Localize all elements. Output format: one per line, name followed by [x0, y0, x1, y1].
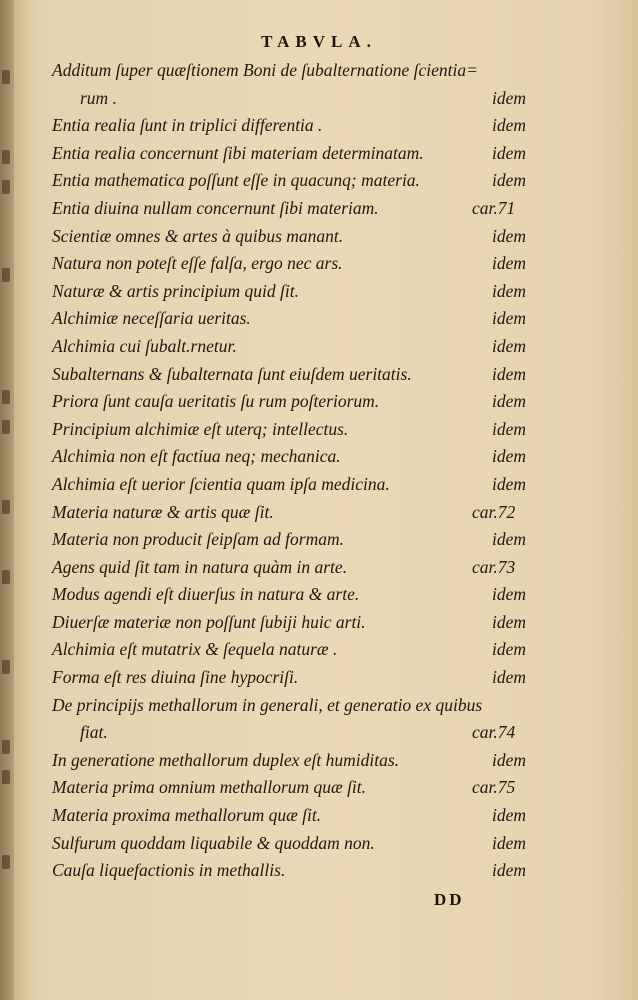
- page-heading: TABVLA.: [261, 32, 377, 51]
- entry-folio-reference: idem: [492, 529, 527, 550]
- index-entry: [52, 58, 538, 86]
- entry-text: Materia prima omnium methallorum quæ ſit.: [52, 777, 367, 798]
- entry-text: Alchimia eſt uerior ſcientia quam ipſa medicina.: [52, 473, 390, 494]
- entry-text: Modus agendi eſt diuerſus in natura & arte.: [52, 584, 360, 605]
- entry-folio-reference: idem: [492, 142, 527, 163]
- entry-folio-reference: idem: [492, 667, 527, 688]
- entry-folio-reference: idem: [492, 335, 527, 356]
- entry-text: Alchimia non eſt factiua neq; mechanica.: [52, 446, 341, 467]
- index-entry: [52, 113, 538, 141]
- entry-text: Alchimiæ neceſſaria ueritas.: [52, 308, 251, 329]
- table-of-contents: [52, 58, 538, 886]
- index-entry: [52, 693, 538, 721]
- index-entry: [52, 775, 538, 803]
- entry-text: Alchimia eſt mutatrix & ſequela naturæ .: [52, 639, 338, 660]
- entry-folio-reference: idem: [492, 473, 527, 494]
- entry-text: In generatione methallorum duplex eſt humiditas.: [52, 749, 400, 770]
- entry-folio-reference: car.74: [472, 722, 516, 743]
- entry-text: Entia realia ſunt in triplici differentia .: [52, 115, 323, 136]
- index-entry: [52, 858, 538, 886]
- entry-text: Materia non producit ſeipſam ad formam.: [52, 529, 344, 550]
- entry-text: Materia proxima methallorum quæ ſit.: [52, 805, 322, 826]
- index-entry: [52, 86, 538, 114]
- entry-folio-reference: idem: [492, 225, 527, 246]
- entry-text: Forma eſt res diuina ſine hypocriſi.: [52, 667, 299, 688]
- index-entry: [52, 444, 538, 472]
- entry-folio-reference: idem: [492, 87, 527, 108]
- index-entry: [52, 720, 538, 748]
- index-entry: [52, 582, 538, 610]
- index-entry: [52, 831, 538, 859]
- index-entry: [52, 251, 538, 279]
- entry-folio-reference: idem: [492, 860, 527, 881]
- entry-text: Diuerſæ materiæ non poſſunt ſubiji huic arti.: [52, 611, 366, 632]
- entry-folio-reference: idem: [492, 749, 527, 770]
- entry-text: rum .: [80, 87, 117, 108]
- ink-bleed-margin: [0, 0, 16, 1000]
- entry-text: Additum ſuper quæſtionem Boni de ſubalternatione ſcientia=: [52, 60, 478, 80]
- entry-text: Subalternans & ſubalternata ſunt eiuſdem ueritatis.: [52, 363, 412, 384]
- entry-folio-reference: idem: [492, 639, 527, 660]
- entry-text: Principium alchimiæ eſt uterq; intellectus.: [52, 418, 349, 439]
- entry-folio-reference: idem: [492, 253, 527, 274]
- index-entry: [52, 168, 538, 196]
- index-entry: [52, 748, 538, 776]
- index-entry: [52, 417, 538, 445]
- entry-folio-reference: idem: [492, 280, 527, 301]
- index-entry: [52, 306, 538, 334]
- entry-folio-reference: idem: [492, 611, 527, 632]
- entry-text: Entia realia concernunt ſibi materiam determinatam.: [52, 142, 424, 163]
- entry-text: De principijs methallorum in generali, et generatio ex quibus: [52, 694, 483, 715]
- index-entry: [52, 224, 538, 252]
- entry-text: Priora ſunt cauſa ueritatis ſu rum poſteriorum.: [52, 391, 380, 412]
- entry-text: Natura non poteſt eſſe falſa, ergo nec ars.: [52, 253, 343, 274]
- entry-folio-reference: idem: [492, 308, 527, 329]
- index-entry: [52, 472, 538, 500]
- index-entry: [52, 555, 538, 583]
- entry-text: Agens quid ſit tam in natura quàm in arte.: [52, 556, 348, 577]
- entry-text: Alchimia cui ſubalt.rnetur.: [52, 335, 237, 356]
- index-entry: [52, 279, 538, 307]
- entry-folio-reference: idem: [492, 115, 527, 136]
- entry-text: Entia mathematica poſſunt eſſe in quacunq; materia.: [52, 170, 420, 191]
- index-entry: [52, 196, 538, 224]
- entry-folio-reference: car.71: [472, 197, 516, 218]
- entry-folio-reference: idem: [492, 418, 527, 439]
- index-entry: [52, 665, 538, 693]
- entry-text: fiat.: [80, 722, 108, 743]
- entry-text: Entia diuina nullam concernunt ſibi materiam.: [52, 197, 379, 218]
- entry-text: Materia naturæ & artis quæ ſit.: [52, 501, 274, 522]
- entry-text: Cauſa liquefactionis in methallis.: [52, 860, 286, 881]
- index-entry: [52, 141, 538, 169]
- entry-folio-reference: idem: [492, 363, 527, 384]
- entry-text: Naturæ & artis principium quid ſit.: [52, 280, 299, 301]
- entry-text: Scientiæ omnes & artes à quibus manant.: [52, 225, 344, 246]
- entry-folio-reference: idem: [492, 170, 527, 191]
- index-entry: [52, 334, 538, 362]
- entry-text: Sulfurum quoddam liquabile & quoddam non.: [52, 832, 375, 853]
- entry-folio-reference: car.72: [472, 501, 516, 522]
- index-entry: [52, 362, 538, 390]
- entry-folio-reference: idem: [492, 584, 527, 605]
- entry-folio-reference: idem: [492, 446, 527, 467]
- entry-folio-reference: car.73: [472, 556, 516, 577]
- index-entry: [52, 803, 538, 831]
- entry-folio-reference: idem: [492, 805, 527, 826]
- signature-mark: DD: [434, 890, 465, 909]
- index-entry: [52, 610, 538, 638]
- index-entry: [52, 389, 538, 417]
- index-entry: [52, 637, 538, 665]
- entry-folio-reference: idem: [492, 832, 527, 853]
- index-entry: [52, 500, 538, 528]
- entry-folio-reference: car.75: [472, 777, 516, 798]
- index-entry: [52, 527, 538, 555]
- entry-folio-reference: idem: [492, 391, 527, 412]
